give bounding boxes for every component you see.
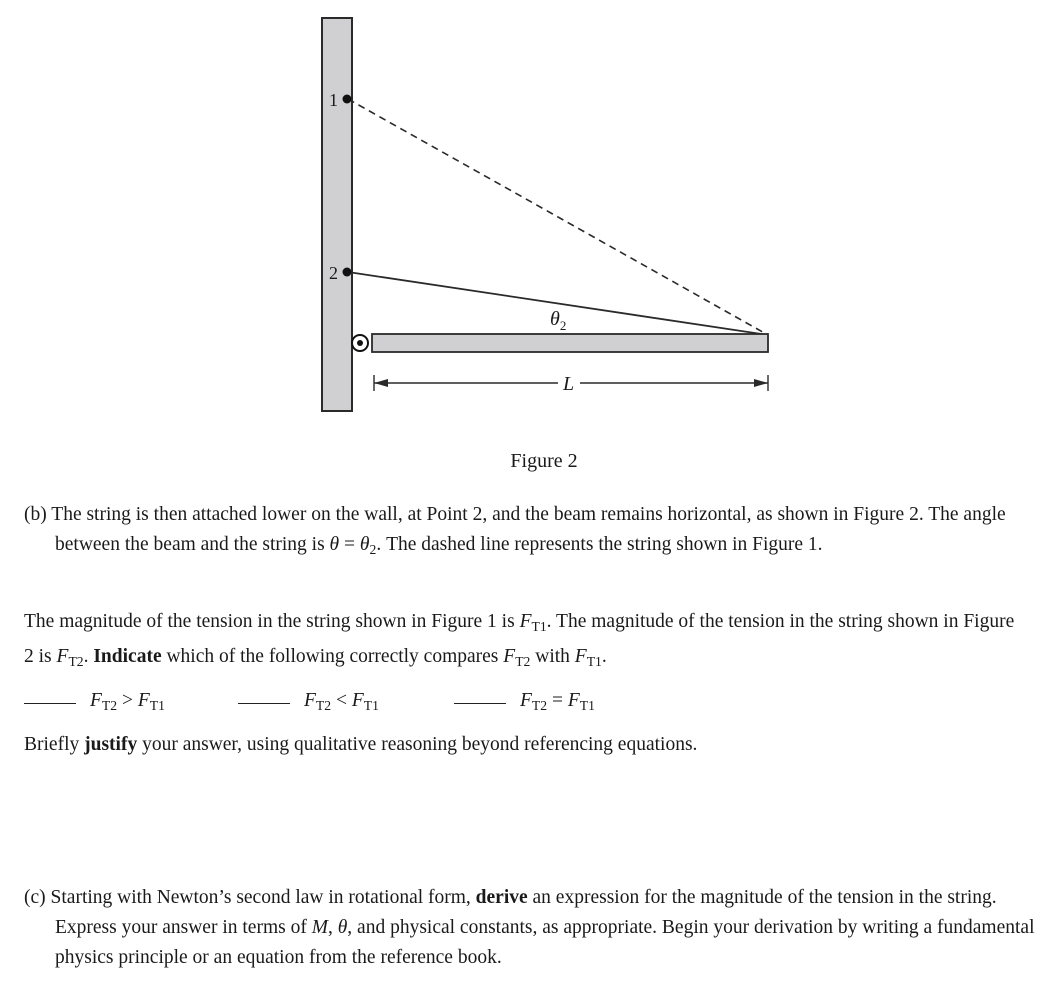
tension-text-1: The magnitude of the tension in the string shown in Figure 1 is [24, 611, 520, 632]
dashed-string-figure-1 [348, 99, 768, 335]
figure-caption: Figure 2 [510, 450, 578, 472]
theta2-subscript: 2 [369, 542, 377, 557]
tension-text-3: . [83, 646, 94, 667]
length-arrow-right [754, 379, 768, 387]
part-c-comma: , [327, 917, 338, 938]
ft2-subscript-b: T2 [515, 654, 531, 669]
ft2-subscript: T2 [68, 654, 84, 669]
ft2-symbol-b: F [503, 646, 516, 667]
opt3-f-a: F [520, 690, 532, 711]
theta-symbol-c: θ [337, 917, 348, 938]
angle-label: $\theta_2$ [550, 308, 567, 333]
length-label: L [563, 373, 575, 395]
attachment-point-2 [343, 268, 352, 277]
answer-blank-greater[interactable] [24, 703, 76, 704]
part-b-text-1: The string is then attached lower on the wall, at Point 2, and the beam remains horizontal, as shown in Figure 2. The angle between the beam and the string is [51, 504, 1006, 555]
opt2-sub-b: T1 [363, 698, 379, 713]
opt2-sub-a: T2 [315, 698, 332, 713]
opt2-relation: < [335, 690, 347, 711]
part-b-label: (b) [24, 504, 47, 525]
theta-symbol: θ [329, 534, 340, 555]
opt2-f-b: F [351, 690, 364, 711]
answer-blank-equal[interactable] [454, 703, 506, 704]
theta2-symbol: θ [359, 534, 370, 555]
tension-text-6: . [601, 646, 607, 667]
option-equal[interactable] [454, 690, 595, 714]
justify-bold: justify [84, 734, 138, 755]
tension-paragraph [24, 607, 1024, 677]
opt3-sub-a: T2 [531, 698, 548, 713]
equals-sign: = [339, 534, 360, 555]
ft1-symbol: F [519, 611, 532, 632]
ft2-symbol: F [56, 646, 69, 667]
ft1-subscript: T1 [531, 619, 547, 634]
option-less[interactable] [238, 690, 379, 714]
opt3-relation: = [551, 690, 563, 711]
opt1-sub-a: T2 [101, 698, 118, 713]
opt1-f-a: F [90, 690, 102, 711]
ft1-subscript-b: T1 [586, 654, 602, 669]
part-c-paragraph [24, 883, 1038, 973]
pivot-center [357, 340, 363, 346]
beam [372, 334, 768, 352]
point-1-label: 1 [329, 90, 338, 110]
point-2-label: 2 [329, 263, 338, 283]
opt3-f-b: F [567, 690, 580, 711]
opt1-relation: > [121, 690, 133, 711]
tension-text-5: with [530, 646, 575, 667]
part-b-text-2: . The dashed line represents the string shown in Figure 1. [376, 534, 823, 555]
tension-text-4: which of the following correctly compares [161, 646, 504, 667]
opt1-f-b: F [137, 690, 150, 711]
figure-2-diagram [0, 0, 1048, 440]
part-c-text-1: Starting with Newton’s second law in rotational form, [50, 887, 476, 908]
justify-text-2: your answer, using qualitative reasoning beyond referencing equations. [137, 734, 698, 755]
part-c-label: (c) [24, 887, 46, 908]
opt2-f-a: F [304, 690, 316, 711]
wall [322, 18, 352, 411]
justify-paragraph [24, 730, 1024, 760]
part-c-text-3: , and physical constants, as appropriate. Begin your derivation by writing a fundamental physics principle or an equation from the reference book. [55, 917, 1035, 968]
mass-symbol: M [311, 917, 328, 938]
opt1-sub-b: T1 [149, 698, 165, 713]
derive-bold: derive [475, 887, 528, 908]
opt3-sub-b: T1 [579, 698, 595, 713]
length-arrow-left [374, 379, 388, 387]
answer-blank-less[interactable] [238, 703, 290, 704]
justify-text-1: Briefly [24, 734, 85, 755]
tension-text-2: . The magnitude of the tension in the string shown in Figure 2 is [24, 611, 1015, 667]
ft1-symbol-b: F [574, 646, 587, 667]
part-c-text-2: an expression for the magnitude of the tension in the string. Express your answer in terms of [55, 887, 997, 938]
indicate-bold: Indicate [93, 646, 162, 667]
attachment-point-1 [343, 95, 352, 104]
part-b-paragraph [24, 500, 1038, 565]
option-greater[interactable] [24, 690, 165, 714]
